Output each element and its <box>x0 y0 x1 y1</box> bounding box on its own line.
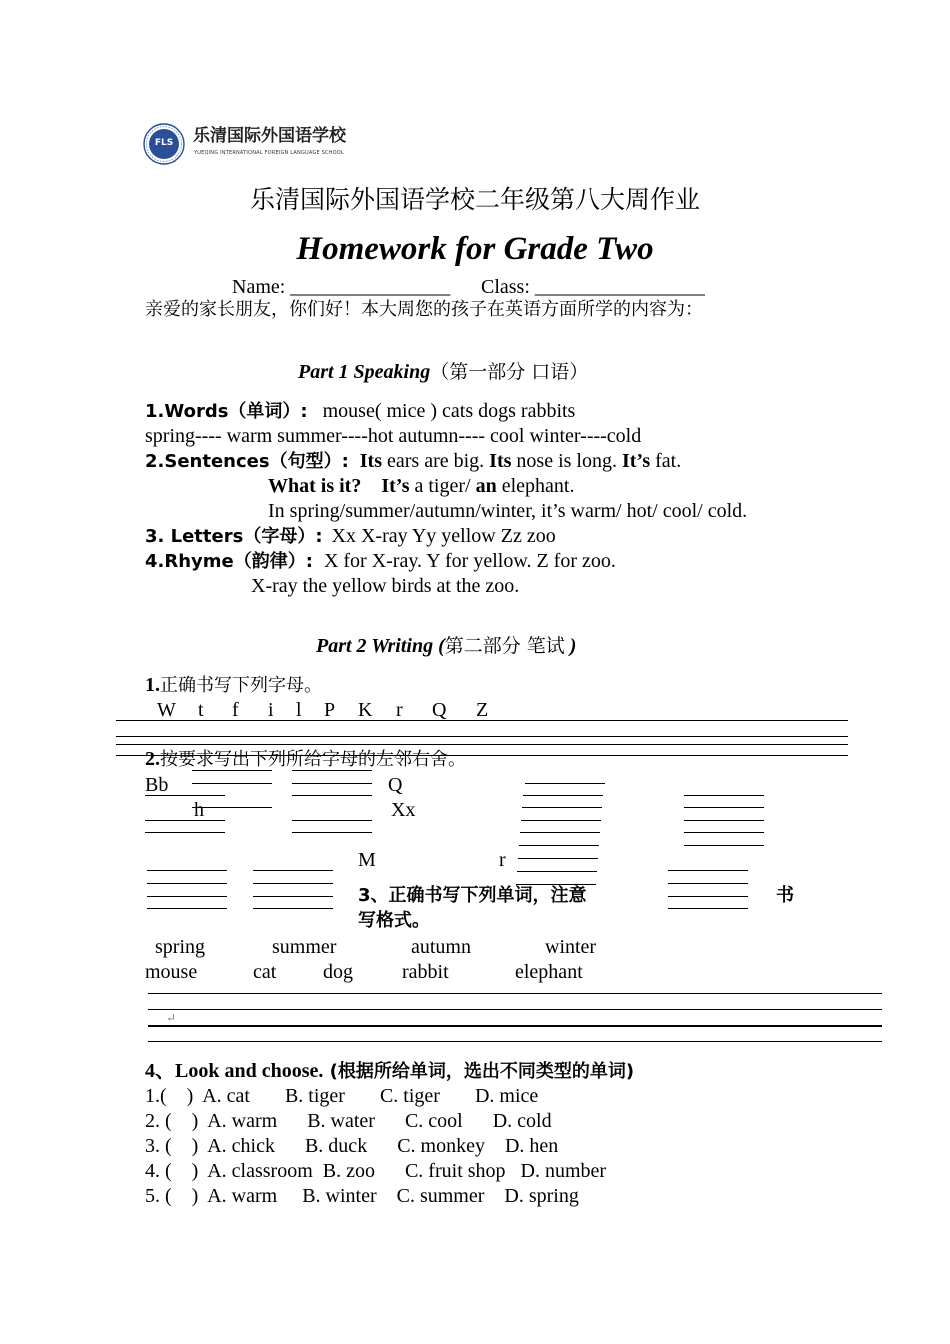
answer-blank <box>684 845 764 846</box>
q3-instruction-2: 书 <box>776 885 794 906</box>
answer-blank <box>292 832 372 833</box>
title-chinese: 乐清国际外国语学校二年级第八大周作业 <box>249 185 700 214</box>
answer-blank <box>521 820 601 821</box>
answer-blank <box>668 896 748 897</box>
letters-line: 3. Letters（字母）: Xx X-ray Yy yellow Zz zoo <box>145 525 556 547</box>
q4-instruction: 4、Look and choose. (根据所给单词，选出不同类型的单词) <box>145 1060 635 1082</box>
sentences-line-3: In spring/summer/autumn/winter, it’s warm/ hot/ cool/ cold. <box>268 500 748 522</box>
q3-word: cat <box>253 961 277 983</box>
q2-letter: M <box>358 849 376 871</box>
name-field: Name: ________________ <box>232 276 451 298</box>
q4-question: 1.( ) A. cat B. tiger C. tiger D. mice <box>145 1085 539 1107</box>
logo-english: YUEQING INTERNATIONAL FOREIGN LANGUAGE SCHOOL <box>194 150 344 156</box>
q3-word: autumn <box>411 936 471 958</box>
rhyme-line-1: 4.Rhyme（韵律）: X for X-ray. Y for yellow. Z for zoo. <box>145 550 616 572</box>
q3-word: dog <box>323 961 353 983</box>
q1-letter: t <box>198 699 204 721</box>
writing-line <box>148 993 882 994</box>
answer-blank <box>145 832 225 833</box>
paragraph-mark: ↵ <box>166 1011 177 1025</box>
q4-question: 4. ( ) A. classroom B. zoo C. fruit shop D. number <box>145 1160 607 1182</box>
answer-blank <box>668 908 748 909</box>
answer-blank <box>147 908 227 909</box>
answer-blank <box>192 783 272 784</box>
answer-blank <box>519 845 599 846</box>
writing-line <box>116 744 848 745</box>
logo-initials: FLS <box>154 138 174 148</box>
answer-blank <box>145 795 225 796</box>
answer-blank <box>147 870 227 871</box>
q3-word: mouse <box>145 961 198 983</box>
school-logo <box>143 122 383 166</box>
q1-letter: Z <box>476 699 489 721</box>
q3-word: winter <box>545 936 597 958</box>
answer-blank <box>253 870 333 871</box>
title-english: Homework for Grade Two <box>296 231 654 267</box>
q1-letter: i <box>268 699 274 721</box>
writing-line <box>148 1009 882 1010</box>
answer-blank <box>517 871 597 872</box>
q2-letter: Xx <box>391 799 416 821</box>
q3-instruction-3: 写格式。 <box>358 910 430 931</box>
answer-blank <box>668 883 748 884</box>
q3-word: rabbit <box>402 961 449 983</box>
q4-question: 2. ( ) A. warm B. water C. cool D. cold <box>145 1110 552 1132</box>
rhyme-line-2: X-ray the yellow birds at the zoo. <box>251 575 520 597</box>
logo-name: 乐清国际外国语学校 <box>193 126 346 146</box>
q3-word: elephant <box>515 961 583 983</box>
q1-letter: l <box>296 699 302 721</box>
class-field: Class: _________________ <box>481 276 705 298</box>
q1-letter: Q <box>432 699 447 721</box>
answer-blank <box>292 770 372 771</box>
answer-blank <box>147 883 227 884</box>
q1-letter: K <box>358 699 373 721</box>
answer-blank <box>518 858 598 859</box>
q2-letter: r <box>499 849 506 871</box>
q3-word: spring <box>155 936 205 958</box>
q1-letter: r <box>396 699 403 721</box>
answer-blank <box>253 908 333 909</box>
writing-line <box>148 1041 882 1042</box>
answer-blank <box>192 770 272 771</box>
answer-blank <box>192 807 272 808</box>
q1-letter: P <box>324 699 336 721</box>
answer-blank <box>525 783 605 784</box>
part2-heading: Part 2 Writing (第二部分 笔试 ) <box>316 635 577 657</box>
q1-letter: f <box>232 699 239 721</box>
q1-letter: W <box>157 699 176 721</box>
answer-blank <box>684 795 764 796</box>
answer-blank <box>292 795 372 796</box>
answer-blank <box>253 896 333 897</box>
answer-blank <box>147 896 227 897</box>
words-line-1: 1.Words（单词）: mouse( mice ) cats dogs rabbits <box>145 400 576 422</box>
q3-instruction-1: 3、正确书写下列单词，注意 <box>358 885 587 906</box>
answer-blank <box>292 783 372 784</box>
writing-line <box>116 720 848 721</box>
q2-letter: Q <box>388 774 403 796</box>
q2-letter: Bb <box>145 774 169 796</box>
answer-blank <box>145 820 225 821</box>
q3-word: summer <box>272 936 337 958</box>
sentences-line-1: 2.Sentences（句型）: Its ears are big. Its nose is long. It’s fat. <box>145 450 682 472</box>
q4-question: 5. ( ) A. warm B. winter C. summer D. spring <box>145 1185 579 1207</box>
answer-blank <box>522 807 602 808</box>
answer-blank <box>523 795 603 796</box>
sentences-line-2: What is it? It’s a tiger/ an elephant. <box>268 475 575 497</box>
answer-blank <box>253 883 333 884</box>
q1-instruction: 1.正确书写下列字母。 <box>145 674 322 696</box>
q2-instruction: 2.按要求写出下列所给字母的左邻右舍。 <box>145 748 466 770</box>
writing-line <box>116 736 848 737</box>
answer-blank <box>292 820 372 821</box>
q4-question: 3. ( ) A. chick B. duck C. monkey D. hen <box>145 1135 559 1157</box>
part1-heading: Part 1 Speaking（第一部分 口语） <box>298 361 589 383</box>
answer-blank <box>520 832 600 833</box>
answer-blank <box>684 832 764 833</box>
intro-text: 亲爱的家长朋友，你们好！本大周您的孩子在英语方面所学的内容为： <box>145 299 703 320</box>
words-line-2: spring---- warm summer----hot autumn---- cool winter----cold <box>145 425 642 447</box>
answer-blank <box>684 807 764 808</box>
answer-blank <box>668 870 748 871</box>
writing-line <box>148 1025 882 1027</box>
answer-blank <box>684 820 764 821</box>
q2-letter: h <box>194 799 204 821</box>
